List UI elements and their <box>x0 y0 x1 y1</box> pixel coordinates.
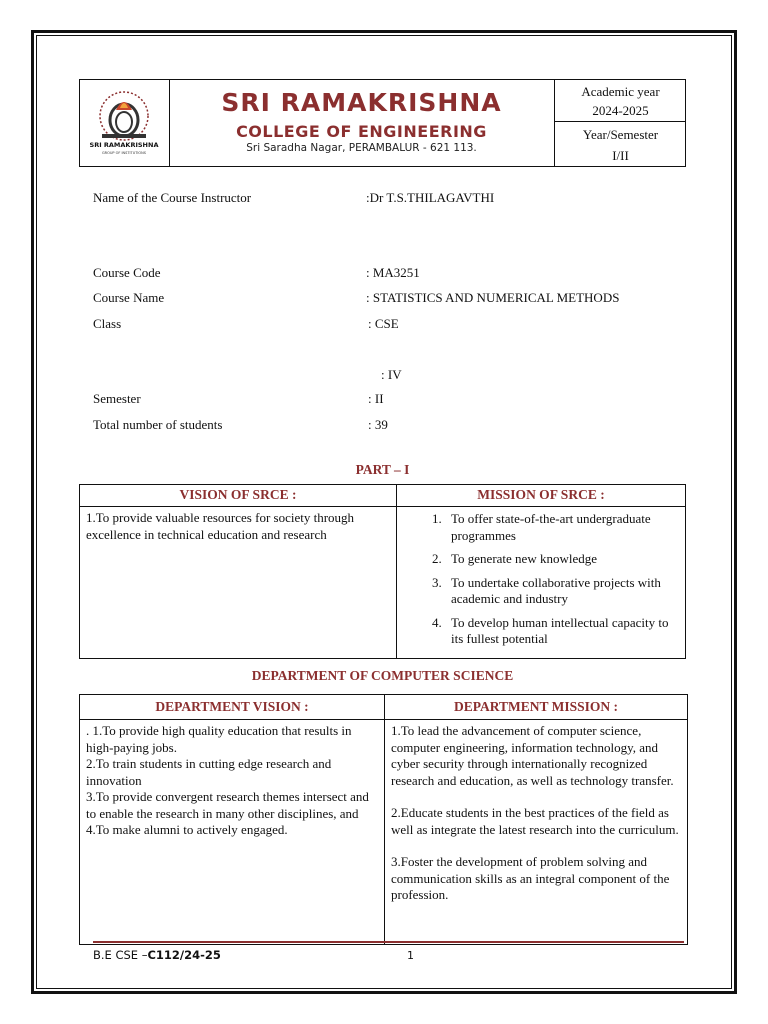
year-semester-box <box>555 123 686 166</box>
footer-prefix: B.E CSE – <box>93 948 148 962</box>
dept-mission-para: 3.Foster the development of problem solving and communication skills as an integral component of the profession. <box>391 854 670 902</box>
college-address: Sri Saradha Nagar, PERAMBALUR - 621 113. <box>246 142 477 154</box>
logo-cell <box>80 80 170 166</box>
extra-value: : IV <box>381 367 402 382</box>
footer-rule <box>93 941 684 943</box>
srce-mission-list <box>403 511 679 648</box>
academic-info-cell <box>554 80 686 166</box>
academic-year-value: 2024-2025 <box>592 103 649 118</box>
dept-vision-line: 4.To make alumni to actively engaged. <box>86 822 288 837</box>
department-title: DEPARTMENT OF COMPUTER SCIENCE <box>251 668 514 683</box>
srce-vision-header: VISION OF SRCE : <box>80 485 397 507</box>
year-semester-value: I/II <box>612 148 629 163</box>
academic-year-box <box>555 80 686 122</box>
dept-vision-mission-table <box>79 694 688 945</box>
dept-vision-line: . 1.To provide high quality education that results in high-paying jobs. <box>86 723 352 755</box>
srce-mission-item: 2. To generate new knowledge <box>445 551 679 568</box>
srce-mission-header: MISSION OF SRCE : <box>397 485 686 507</box>
course-name-label: Course Name <box>93 290 165 305</box>
dept-mission-para: 2.Educate students in the best practices of the field as well as integrate the latest research into the curriculum. <box>391 805 679 837</box>
college-header <box>79 79 686 167</box>
dept-vision-cell <box>80 720 385 945</box>
course-code-value: : MA3251 <box>366 265 420 280</box>
college-logo-icon <box>80 80 169 166</box>
logo-small-text: GROUP OF INSTITUTIONS <box>101 151 147 155</box>
college-title: SRI RAMAKRISHNA <box>221 88 502 117</box>
students-value: : 39 <box>368 417 388 432</box>
dept-vision-line: 3.To provide convergent research themes intersect and to enable the research in many other disciplines, and <box>86 789 369 821</box>
page-number: 1 <box>407 949 414 962</box>
academic-year-label: Academic year <box>581 84 660 99</box>
class-label: Class <box>93 316 122 331</box>
students-label: Total number of students <box>93 417 223 432</box>
logo-text: SRI RAMAKRISHNA <box>89 141 159 149</box>
dept-mission-header: DEPARTMENT MISSION : <box>385 695 688 720</box>
college-subtitle: COLLEGE OF ENGINEERING <box>236 122 487 141</box>
instructor-value: :Dr T.S.THILAGAVTHI <box>366 190 495 205</box>
part-title: PART – I <box>355 462 410 477</box>
srce-mission-item: 1. To offer state-of-the-art undergraduate programmes <box>445 511 679 544</box>
semester-label: Semester <box>93 391 141 406</box>
srce-vision-text: 1.To provide valuable resources for society through excellence in technical education and research <box>80 507 397 659</box>
instructor-label: Name of the Course Instructor <box>93 190 252 205</box>
footer-course-code <box>93 948 221 962</box>
class-value: : CSE <box>368 316 399 331</box>
dept-vision-header: DEPARTMENT VISION : <box>80 695 385 720</box>
dept-mission-cell <box>385 720 688 945</box>
dept-mission-para: 1.To lead the advancement of computer science, computer engineering, information technology, and cyber security through internationally recognized research and education, as well as technology transfer. <box>391 723 674 788</box>
srce-mission-item: 3. To undertake collaborative projects with academic and industry <box>445 575 679 608</box>
srce-mission-item: 4. To develop human intellectual capacity to its fullest potential <box>445 615 679 648</box>
course-code-label: Course Code <box>93 265 161 280</box>
course-name-value: : STATISTICS AND NUMERICAL METHODS <box>366 290 620 305</box>
footer-code: C112/24-25 <box>147 948 221 962</box>
semester-value: : II <box>368 391 384 406</box>
year-semester-label: Year/Semester <box>582 127 659 142</box>
srce-vision-mission-table <box>79 484 686 659</box>
srce-mission-cell <box>397 507 686 659</box>
dept-vision-line: 2.To train students in cutting edge research and innovation <box>86 756 332 788</box>
